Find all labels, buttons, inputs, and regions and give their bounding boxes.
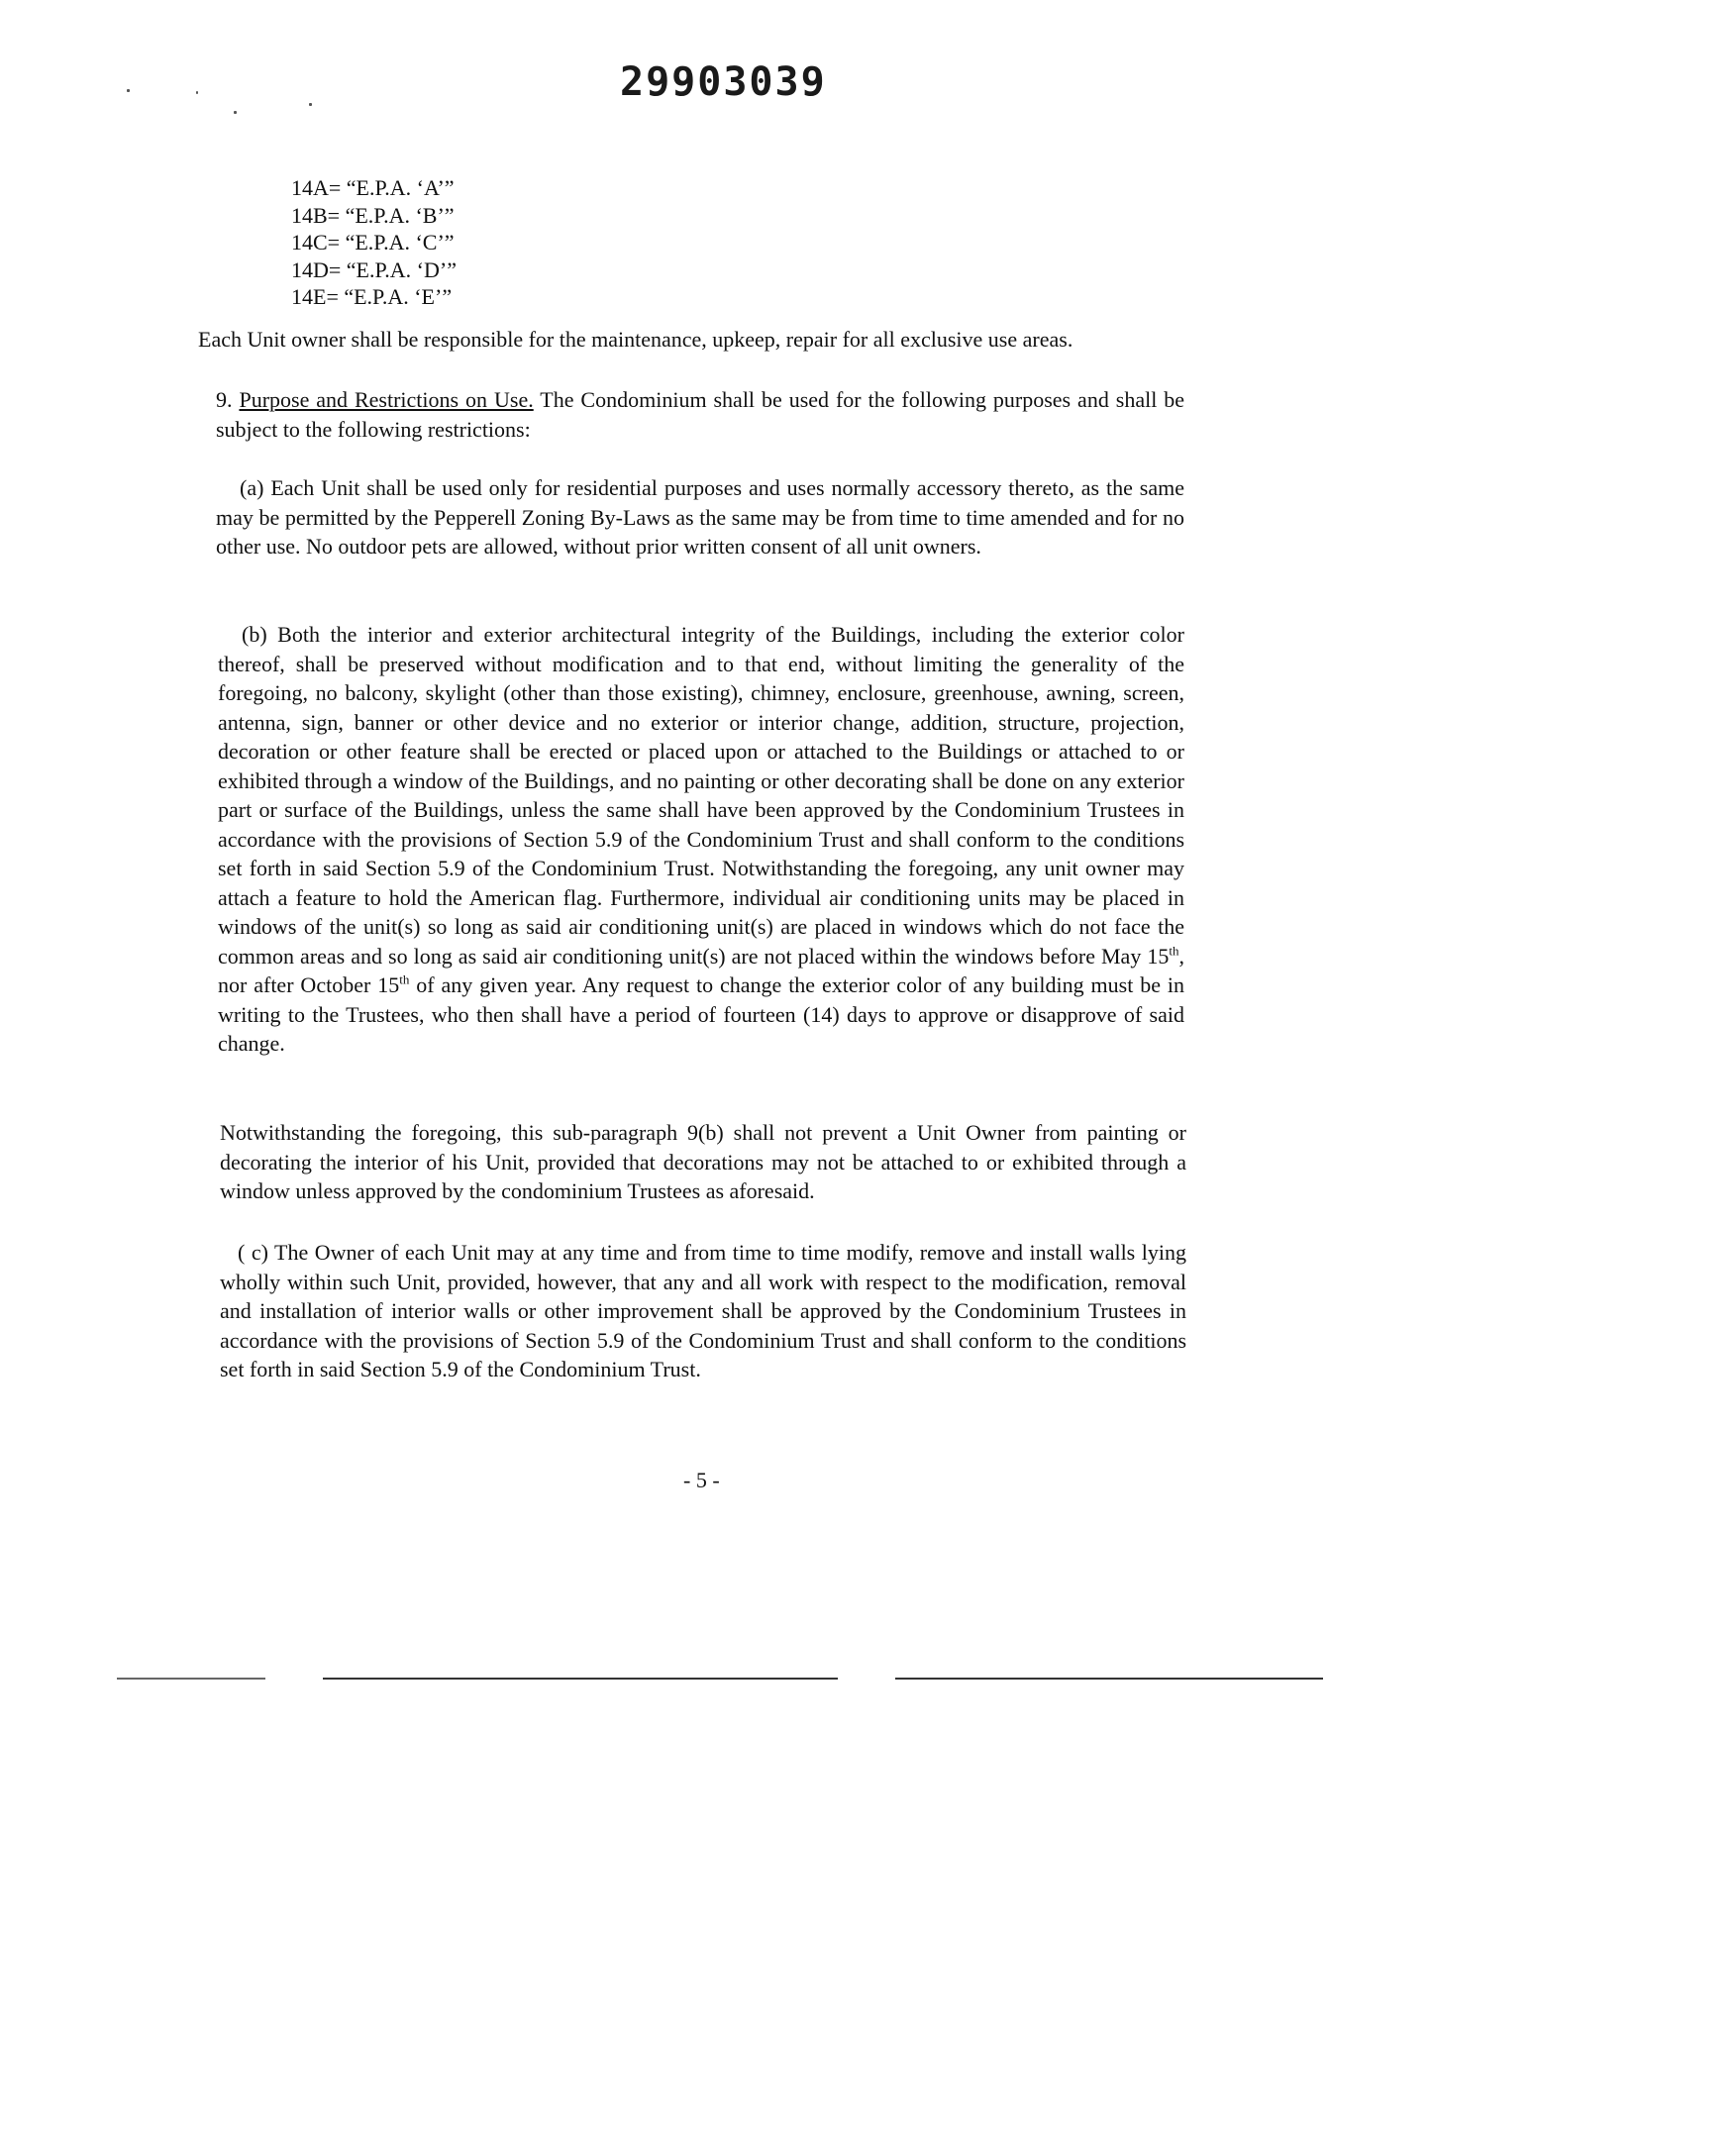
exclusive-use-area-list [291, 174, 457, 311]
section-heading: Purpose and Restrictions on Use. [239, 387, 534, 412]
document-number-stamp: 29903039 [620, 59, 827, 105]
ordinal-suffix: th [1169, 943, 1179, 959]
scan-speck [196, 91, 198, 94]
scan-speck [234, 111, 237, 114]
section-number: 9. [216, 387, 233, 412]
paragraph-b-text: of any given year. Any request to change the exterior color of any building must be in writing to the Trustees, who then shall have a period of fourteen (14) days to approve or disapprove of said change. [218, 972, 1185, 1056]
exclusive-use-area-item: 14D= “E.P.A. ‘D’” [291, 256, 457, 282]
section-9-intro [216, 385, 1184, 444]
exclusive-use-area-item: 14A= “E.P.A. ‘A’” [291, 175, 455, 200]
paragraph-b-text: , nor after October 15 [218, 943, 1184, 997]
scan-speck [127, 89, 130, 92]
ordinal-suffix: th [399, 971, 410, 987]
exclusive-use-area-item: 14E= “E.P.A. ‘E’” [291, 284, 453, 309]
paragraph-b [218, 620, 1184, 1059]
section-intro-text: The Condominium shall be used for the following purposes and shall be subject to the following restrictions: [216, 387, 1185, 442]
page-number: - 5 - [683, 1468, 720, 1492]
exclusive-use-area-item: 14C= “E.P.A. ‘C’” [291, 230, 455, 255]
scan-rule-line [323, 1678, 838, 1680]
paragraph-b-text: (b) Both the interior and exterior architectural integrity of the Buildings, including the exterior color thereof, shall be preserved without modification and to that end, without limiting the generality of the foregoing, no balcony, skylight (other than those existing), chimney, enclosure, greenhouse, awning, screen, antenna, sign, banner or other device and no exterior or interior change, addition, structure, projection, decoration or other feature shall be erected or placed upon or attached to the Buildings or attached to or exhibited through a window of the Buildings, and no painting or other decorating shall be done on any exterior part or surface of the Buildings, unless the same shall have been approved by the Condominium Trustees in accordance with the provisions of Section 5.9 of the Condominium Trust and shall conform to the conditions set forth in said Section 5.9 of the Condominium Trust. Notwithstanding the foregoing, any unit owner may attach a feature to hold the American flag. Furthermore, individual air conditioning units may be placed in windows of the unit(s) so long as said air conditioning unit(s) are placed in windows which do not face the common areas and so long as said air conditioning unit(s) are not placed within the windows before May 15 [218, 622, 1184, 969]
exclusive-use-area-item: 14B= “E.P.A. ‘B’” [291, 202, 455, 228]
paragraph-a: (a) Each Unit shall be used only for residential purposes and uses normally accessory thereto, as the same may be permitted by the Pepperell Zoning By-Laws as the same may be from time to time amended and for no other use. No outdoor pets are allowed, without prior written consent of all unit owners. [216, 475, 1184, 559]
scan-rule-line [895, 1678, 1323, 1680]
paragraph-notwithstanding: Notwithstanding the foregoing, this sub-paragraph 9(b) shall not prevent a Unit Owner from painting or decorating the interior of his Unit, provided that decorations may not be attached to or exhibited through a window unless approved by the condominium Trustees as aforesaid. [220, 1120, 1186, 1203]
scan-rule-line [117, 1678, 265, 1680]
scan-speck [309, 103, 312, 106]
paragraph-c: ( c) The Owner of each Unit may at any time and from time to time modify, remove and install walls lying wholly within such Unit, provided, however, that any and all work with respect to the modification, removal and installation of interior walls or other improvement shall be approved by the Condominium Trustees in accordance with the provisions of Section 5.9 of the Condominium Trust and shall conform to the conditions set forth in said Section 5.9 of the Condominium Trust. [220, 1240, 1186, 1381]
exclusive-use-responsibility: Each Unit owner shall be responsible for the maintenance, upkeep, repair for all exclusive use areas. [198, 327, 1073, 352]
